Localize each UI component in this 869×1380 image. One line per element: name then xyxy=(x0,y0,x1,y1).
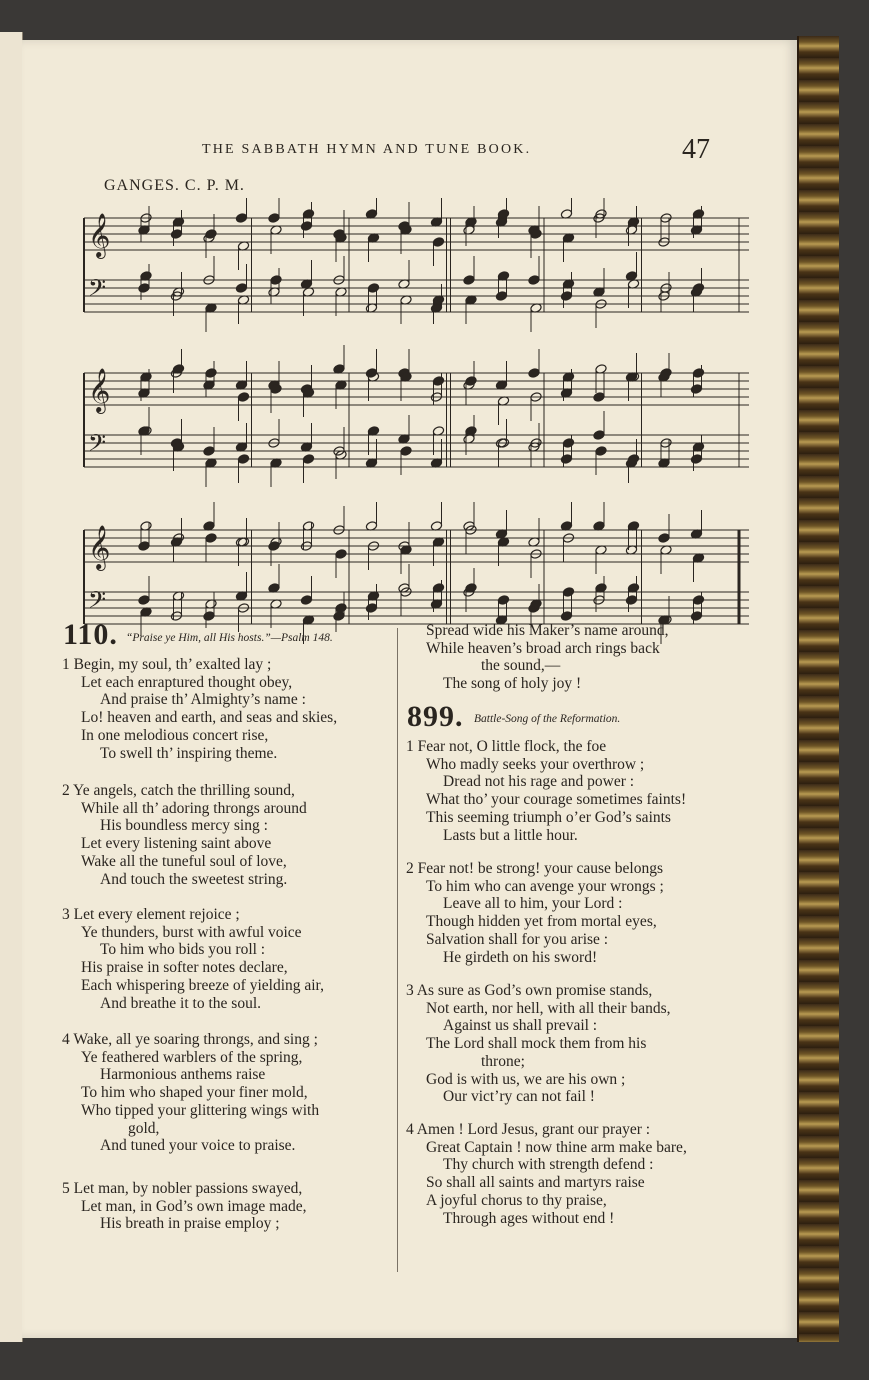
note-head xyxy=(465,376,477,387)
note-head xyxy=(367,283,379,294)
note-head xyxy=(593,392,605,403)
hymn-line: His breath in praise employ ; xyxy=(100,1215,280,1233)
hymn-line: In one melodious concert rise, xyxy=(81,726,269,744)
hymn-line: A joyful chorus to thy praise, xyxy=(426,1191,607,1209)
hymn-line: And praise th’ Almighty’s name : xyxy=(100,691,306,709)
note-head xyxy=(203,446,215,457)
note-head xyxy=(170,229,182,240)
note-head xyxy=(595,446,607,457)
hymn-line: Let every listening saint above xyxy=(81,835,272,853)
note-head xyxy=(690,384,702,395)
note-head xyxy=(335,549,347,560)
treble-clef: 𝄞 xyxy=(88,213,111,257)
hymn-line: Let man, in God’s own image made, xyxy=(81,1197,307,1215)
hymn-line: This seeming triumph o’er God’s saints xyxy=(426,808,671,826)
note-head xyxy=(495,291,507,302)
note-head xyxy=(203,611,215,622)
hymn-line: 1 Fear not, O little flock, the foe xyxy=(406,738,607,755)
hymn-line: While all th’ adoring throngs around xyxy=(81,799,307,817)
note-head xyxy=(560,611,572,622)
note-head xyxy=(205,368,217,379)
note-head xyxy=(432,237,444,248)
treble-clef: 𝄞 xyxy=(88,368,111,412)
hymn-line: Through ages without end ! xyxy=(443,1209,615,1227)
note-head xyxy=(138,595,150,606)
hymn-line: Leave all to him, your Lord : xyxy=(443,895,623,913)
note-head xyxy=(268,213,280,224)
running-title: THE SABBATH HYMN AND TUNE BOOK. xyxy=(202,142,532,157)
column-rule xyxy=(397,628,398,1272)
hymn-line: Our vict’ry can not fail ! xyxy=(443,1088,595,1106)
hymn-line: throne; xyxy=(481,1052,525,1070)
hymn-line: 1 Begin, my soul, th’ exalted lay ; xyxy=(62,656,272,673)
hymn-line: 3 Let every element rejoice ; xyxy=(62,906,240,923)
hymn-line: His praise in softer notes declare, xyxy=(81,959,288,977)
hymn-line: 3 As sure as God’s own promise stands, xyxy=(406,982,653,999)
hymn-line: Spread wide his Maker’s name around, xyxy=(426,622,669,639)
note-head xyxy=(300,595,312,606)
hymn-line: Not earth, nor hell, with all their bands, xyxy=(426,999,671,1017)
hymn-line: Thy church with strength defend : xyxy=(443,1156,654,1174)
note-head xyxy=(560,454,572,465)
hymn-line: Let each enraptured thought obey, xyxy=(81,673,293,691)
running-header xyxy=(22,136,797,166)
hymn-line: 2 Fear not! be strong! your cause belongs xyxy=(406,860,663,877)
note-head xyxy=(692,595,704,606)
hymn-line: His boundless mercy sing : xyxy=(100,817,268,835)
hymn-line: To him who shaped your finer mold, xyxy=(81,1084,308,1102)
note-head xyxy=(237,454,249,465)
note-head xyxy=(335,603,347,614)
hymn-line: The Lord shall mock them from his xyxy=(426,1035,647,1053)
note-head xyxy=(528,275,540,286)
bass-clef: 𝄢 xyxy=(88,274,107,307)
note-head xyxy=(300,221,312,232)
bass-clef: 𝄢 xyxy=(88,586,107,619)
hymn-line: He girdeth on his sword! xyxy=(443,948,598,966)
hymn-line: Against us shall prevail : xyxy=(443,1017,598,1035)
note-head xyxy=(365,603,377,614)
note-head xyxy=(138,283,150,294)
music-score xyxy=(62,198,772,660)
note-head xyxy=(463,275,475,286)
hymn-line: Who madly seeks your overthrow ; xyxy=(426,755,645,773)
hymn-line: Ye thunders, burst with awful voice xyxy=(81,923,302,941)
hymn-line: What tho’ your courage sometimes faints! xyxy=(426,791,687,809)
note-head xyxy=(270,275,282,286)
hymn-line: the sound,— xyxy=(481,657,561,675)
hymn-caption-110: “Praise ye Him, all His hosts.”—Psalm 148. xyxy=(126,632,333,644)
hymn-line: To swell th’ inspiring theme. xyxy=(100,744,278,762)
hymn-line: 4 Amen ! Lord Jesus, grant our prayer : xyxy=(406,1121,651,1138)
note-head xyxy=(235,213,247,224)
hymn-line: 4 Wake, all ye soaring throngs, and sing ; xyxy=(62,1031,318,1048)
hymn-line: To him who bids you roll : xyxy=(100,941,266,959)
hymn-line: Salvation shall for you arise : xyxy=(426,930,609,948)
note-head xyxy=(562,438,574,449)
hymn-line: While heaven’s broad arch rings back xyxy=(426,639,660,657)
hymn-line: gold, xyxy=(128,1119,160,1137)
note-head xyxy=(528,368,540,379)
note-head xyxy=(690,454,702,465)
hymn-line: 2 Ye angels, catch the thrilling sound, xyxy=(62,782,295,799)
note-head xyxy=(205,229,217,240)
note-head xyxy=(625,595,637,606)
note-head xyxy=(432,376,444,387)
hymn-line: To him who can avenge your wrongs ; xyxy=(426,877,664,895)
note-head xyxy=(593,430,605,441)
hymn-number-899: 899. xyxy=(407,700,464,733)
hymn-caption-899: Battle-Song of the Reformation. xyxy=(474,713,621,725)
treble-clef: 𝄞 xyxy=(88,525,111,569)
facing-page-edge xyxy=(0,32,23,1342)
hymn-line: Though hidden yet from mortal eyes, xyxy=(426,913,657,931)
note-head xyxy=(690,611,702,622)
hymn-line: God is with us, we are his own ; xyxy=(426,1070,626,1088)
hymn-line: Each whispering breeze of yielding air, xyxy=(81,976,324,994)
hymn-line: Lasts but a little hour. xyxy=(443,826,578,844)
hymn-line: Harmonious anthems raise xyxy=(100,1066,266,1084)
note-head xyxy=(302,454,314,465)
hymn-line: Wake all the tuneful soul of love, xyxy=(81,852,287,870)
note-head xyxy=(692,368,704,379)
hymn-line: And touch the sweetest string. xyxy=(100,870,288,888)
hymn-line: Lo! heaven and earth, and seas and skies, xyxy=(81,709,338,727)
hymn-line: Who tipped your glittering wings with xyxy=(81,1101,320,1119)
hymn-line: Dread not his rage and power : xyxy=(443,773,635,791)
note-head xyxy=(237,392,249,403)
note-head xyxy=(400,446,412,457)
hymn-line: So shall all saints and martyrs raise xyxy=(426,1174,645,1192)
note-head xyxy=(497,595,509,606)
hymn-line: And tuned your voice to praise. xyxy=(100,1137,296,1155)
book-page xyxy=(22,40,797,1338)
hymn-number-110: 110. xyxy=(63,618,118,651)
note-head xyxy=(205,533,217,544)
note-head xyxy=(562,587,574,598)
page-number: 47 xyxy=(682,134,710,165)
note-head xyxy=(560,291,572,302)
hymn-line: Great Captain ! now thine arm make bare, xyxy=(426,1138,687,1156)
note-head xyxy=(658,533,670,544)
note-head xyxy=(138,541,150,552)
hymn-line: The song of holy joy ! xyxy=(443,675,582,693)
note-head xyxy=(235,283,247,294)
tune-name: GANGES. C. P. M. xyxy=(104,177,245,194)
bass-clef: 𝄢 xyxy=(88,429,107,462)
book-spine xyxy=(797,36,839,1342)
hymn-line: 5 Let man, by nobler passions swayed, xyxy=(62,1180,303,1197)
hymn-line: And breathe it to the soul. xyxy=(100,994,261,1012)
hymn-line: Ye feathered warblers of the spring, xyxy=(81,1048,303,1066)
